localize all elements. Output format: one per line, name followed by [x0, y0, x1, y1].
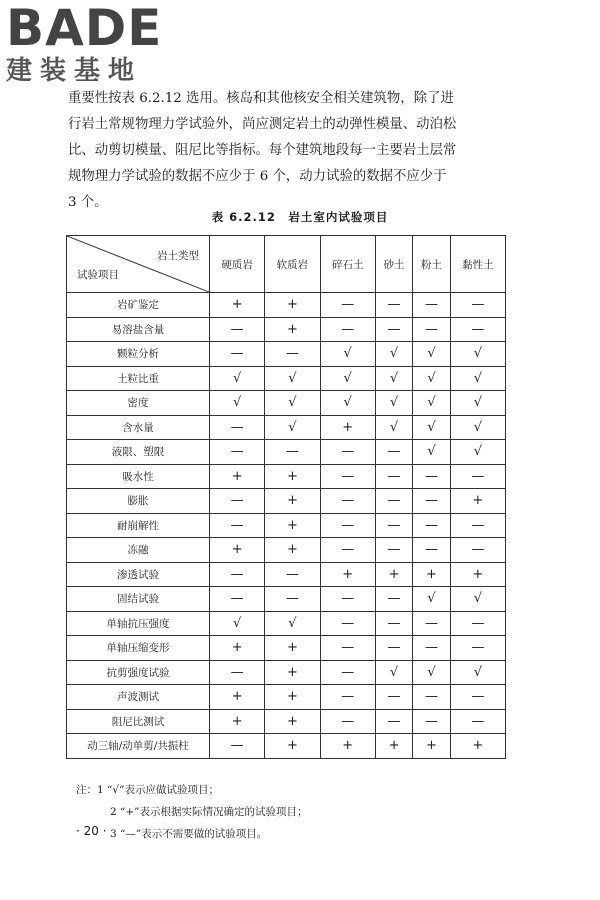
column-header: 软质岩 — [265, 236, 320, 293]
table-cell: + — [320, 734, 375, 759]
table-cell: — — [210, 317, 265, 342]
table-row — [67, 342, 506, 367]
table-cell: √ — [413, 415, 450, 440]
table-cell: — — [265, 342, 320, 367]
table-cell: — — [450, 464, 505, 489]
row-label: 易溶盐含量 — [67, 317, 210, 342]
table-cell: √ — [320, 366, 375, 391]
table-cell: — — [375, 587, 412, 612]
table-cell: — — [265, 562, 320, 587]
column-header: 粉土 — [413, 236, 450, 293]
table-cell: + — [450, 489, 505, 514]
table-cell: — — [320, 293, 375, 318]
test-items-table — [66, 235, 506, 759]
table-cell: — — [413, 611, 450, 636]
table-cell: — — [210, 734, 265, 759]
diagonal-divider — [67, 236, 209, 292]
corner-label-test-item: 试验项目 — [77, 269, 119, 281]
paragraph-line: 比、动剪切模量、阻尼比等指标。每个建筑地段每一主要岩土层常 — [68, 143, 457, 158]
note-line: 注：1 “√”表示应做试验项目； — [76, 784, 219, 796]
table-cell: — — [210, 440, 265, 465]
table-cell: — — [450, 709, 505, 734]
row-label: 含水量 — [67, 415, 210, 440]
table-cell: — — [450, 538, 505, 563]
table-cell: — — [320, 489, 375, 514]
table-cell: √ — [265, 391, 320, 416]
table-cell: — — [320, 709, 375, 734]
table-cell: — — [210, 489, 265, 514]
column-header: 硬质岩 — [210, 236, 265, 293]
row-label: 声波测试 — [67, 685, 210, 710]
table-row — [67, 317, 506, 342]
column-header: 砂土 — [375, 236, 412, 293]
table-cell: √ — [375, 415, 412, 440]
table-cell: — — [375, 513, 412, 538]
table-cell: — — [375, 636, 412, 661]
table-cell: + — [210, 464, 265, 489]
table-cell: √ — [375, 366, 412, 391]
table-row — [67, 293, 506, 318]
row-label: 耐崩解性 — [67, 513, 210, 538]
table-cell: √ — [413, 660, 450, 685]
row-label: 颗粒分析 — [67, 342, 210, 367]
table-cell: √ — [450, 440, 505, 465]
table-cell: — — [320, 317, 375, 342]
table-cell: — — [320, 636, 375, 661]
table-cell: + — [413, 562, 450, 587]
table-cell: √ — [450, 391, 505, 416]
table-row — [67, 415, 506, 440]
column-header: 碎石土 — [320, 236, 375, 293]
table-cell: √ — [320, 391, 375, 416]
table-title: 表 6.2.12 岩土室内试验项目 — [211, 210, 389, 224]
table-cell: √ — [265, 366, 320, 391]
row-label: 冻融 — [67, 538, 210, 563]
note-line: 2 “+”表示根据实际情况确定的试验项目； — [110, 806, 308, 818]
row-label: 吸水性 — [67, 464, 210, 489]
row-label: 单轴抗压强度 — [67, 611, 210, 636]
page-number: · 20 · — [76, 824, 107, 838]
table-cell: + — [375, 734, 412, 759]
brand-logo — [6, 2, 176, 86]
table-cell: — — [413, 636, 450, 661]
table-cell: √ — [413, 440, 450, 465]
table-cell: — — [413, 489, 450, 514]
table-cell: + — [210, 709, 265, 734]
table-cell: + — [450, 734, 505, 759]
table-cell: — — [375, 611, 412, 636]
table-cell: — — [413, 709, 450, 734]
table-cell: — — [375, 440, 412, 465]
table-cell: — — [265, 587, 320, 612]
table-cell: √ — [265, 611, 320, 636]
table-cell: — — [320, 440, 375, 465]
table-body — [67, 293, 506, 759]
table-cell: + — [450, 562, 505, 587]
table-row — [67, 709, 506, 734]
table-cell: + — [265, 489, 320, 514]
note-line: 3 “—”表示不需要做的试验项目。 — [110, 828, 268, 840]
row-label: 土粒比重 — [67, 366, 210, 391]
table-cell: √ — [375, 660, 412, 685]
table-cell: — — [320, 464, 375, 489]
table-cell: √ — [413, 342, 450, 367]
table-cell: + — [265, 636, 320, 661]
table-cell: — — [210, 513, 265, 538]
table-notes — [76, 779, 536, 845]
table-cell: + — [265, 685, 320, 710]
row-label: 单轴压缩变形 — [67, 636, 210, 661]
table-row — [67, 685, 506, 710]
table-cell: — — [450, 611, 505, 636]
table-row — [67, 611, 506, 636]
paragraph-line: 行岩土常规物理力学试验外，尚应测定岩土的动弹性模量、动泊松 — [68, 117, 457, 132]
table-cell: + — [210, 293, 265, 318]
table-cell: — — [210, 415, 265, 440]
table-cell: + — [265, 513, 320, 538]
table-cell: — — [320, 685, 375, 710]
table-cell: + — [320, 415, 375, 440]
table-cell: — — [320, 538, 375, 563]
table-row — [67, 464, 506, 489]
table-cell: — — [320, 660, 375, 685]
table-row — [67, 562, 506, 587]
table-cell: — — [375, 464, 412, 489]
row-label: 渗透试验 — [67, 562, 210, 587]
table-cell: — — [375, 489, 412, 514]
table-cell: — — [375, 538, 412, 563]
row-label: 岩矿鉴定 — [67, 293, 210, 318]
table-cell: + — [210, 685, 265, 710]
table-cell: √ — [450, 587, 505, 612]
table-cell: + — [265, 317, 320, 342]
table-cell: √ — [210, 611, 265, 636]
table-cell: — — [450, 685, 505, 710]
table-row — [67, 734, 506, 759]
table-cell: √ — [450, 366, 505, 391]
table-cell: + — [265, 734, 320, 759]
table-cell: — — [265, 440, 320, 465]
table-cell: + — [375, 562, 412, 587]
table-cell: √ — [450, 415, 505, 440]
table-cell: + — [265, 293, 320, 318]
row-label: 密度 — [67, 391, 210, 416]
table-cell: — — [413, 685, 450, 710]
table-cell: — — [320, 513, 375, 538]
table-cell: + — [210, 636, 265, 661]
table-cell: + — [265, 538, 320, 563]
row-label: 固结试验 — [67, 587, 210, 612]
paragraph-line: 重要性按表 6.2.12 选用。核岛和其他核安全相关建筑物，除了进 — [68, 91, 454, 106]
paragraph-line: 3 个。 — [68, 195, 108, 210]
table-cell: √ — [265, 415, 320, 440]
table-cell: — — [450, 317, 505, 342]
table-cell: √ — [210, 366, 265, 391]
table-cell: √ — [375, 342, 412, 367]
table-cell: — — [320, 611, 375, 636]
table-row — [67, 391, 506, 416]
table-cell: — — [450, 513, 505, 538]
logo-brand-text: BADE — [6, 0, 163, 57]
paragraph-line: 规物理力学试验的数据不应少于 6 个，动力试验的数据不应少于 — [68, 169, 447, 184]
table-cell: — — [375, 317, 412, 342]
table-cell: + — [320, 562, 375, 587]
table-row — [67, 660, 506, 685]
logo-subtitle: 建装基地 — [6, 56, 143, 86]
table-cell: √ — [413, 366, 450, 391]
table-cell: √ — [413, 391, 450, 416]
table-cell: — — [210, 660, 265, 685]
table-cell: — — [413, 317, 450, 342]
table-cell: — — [375, 709, 412, 734]
table-header-row — [67, 236, 506, 293]
table-cell: + — [265, 464, 320, 489]
table-cell: — — [413, 538, 450, 563]
table-cell: — — [210, 587, 265, 612]
table-cell: — — [413, 464, 450, 489]
table-cell: √ — [450, 660, 505, 685]
table-cell: + — [265, 709, 320, 734]
table-cell: + — [210, 538, 265, 563]
table-row — [67, 587, 506, 612]
table-cell: √ — [320, 342, 375, 367]
row-label: 抗剪强度试验 — [67, 660, 210, 685]
table-cell: — — [320, 587, 375, 612]
table-row — [67, 538, 506, 563]
table-cell: — — [413, 293, 450, 318]
table-cell: √ — [210, 391, 265, 416]
table-cell: + — [265, 660, 320, 685]
table-cell: — — [375, 293, 412, 318]
table-cell: — — [375, 685, 412, 710]
table-cell: √ — [413, 587, 450, 612]
table-row — [67, 440, 506, 465]
table-row — [67, 366, 506, 391]
row-label: 膨胀 — [67, 489, 210, 514]
column-header: 黏性土 — [450, 236, 505, 293]
table-cell: + — [413, 734, 450, 759]
table-row — [67, 489, 506, 514]
row-label: 动三轴/动单剪/共振柱 — [67, 734, 210, 759]
table-cell: — — [413, 513, 450, 538]
row-label: 阻尼比测试 — [67, 709, 210, 734]
table-row — [67, 636, 506, 661]
table-cell: — — [210, 342, 265, 367]
table-cell: — — [210, 562, 265, 587]
row-label: 液限、塑限 — [67, 440, 210, 465]
table-cell: √ — [375, 391, 412, 416]
corner-label-soil-type: 岩土类型 — [157, 250, 199, 262]
table-cell: √ — [450, 342, 505, 367]
table-cell: — — [450, 293, 505, 318]
body-paragraph — [68, 86, 526, 216]
table-row — [67, 513, 506, 538]
table-cell: — — [450, 636, 505, 661]
table-corner-cell — [67, 236, 210, 293]
